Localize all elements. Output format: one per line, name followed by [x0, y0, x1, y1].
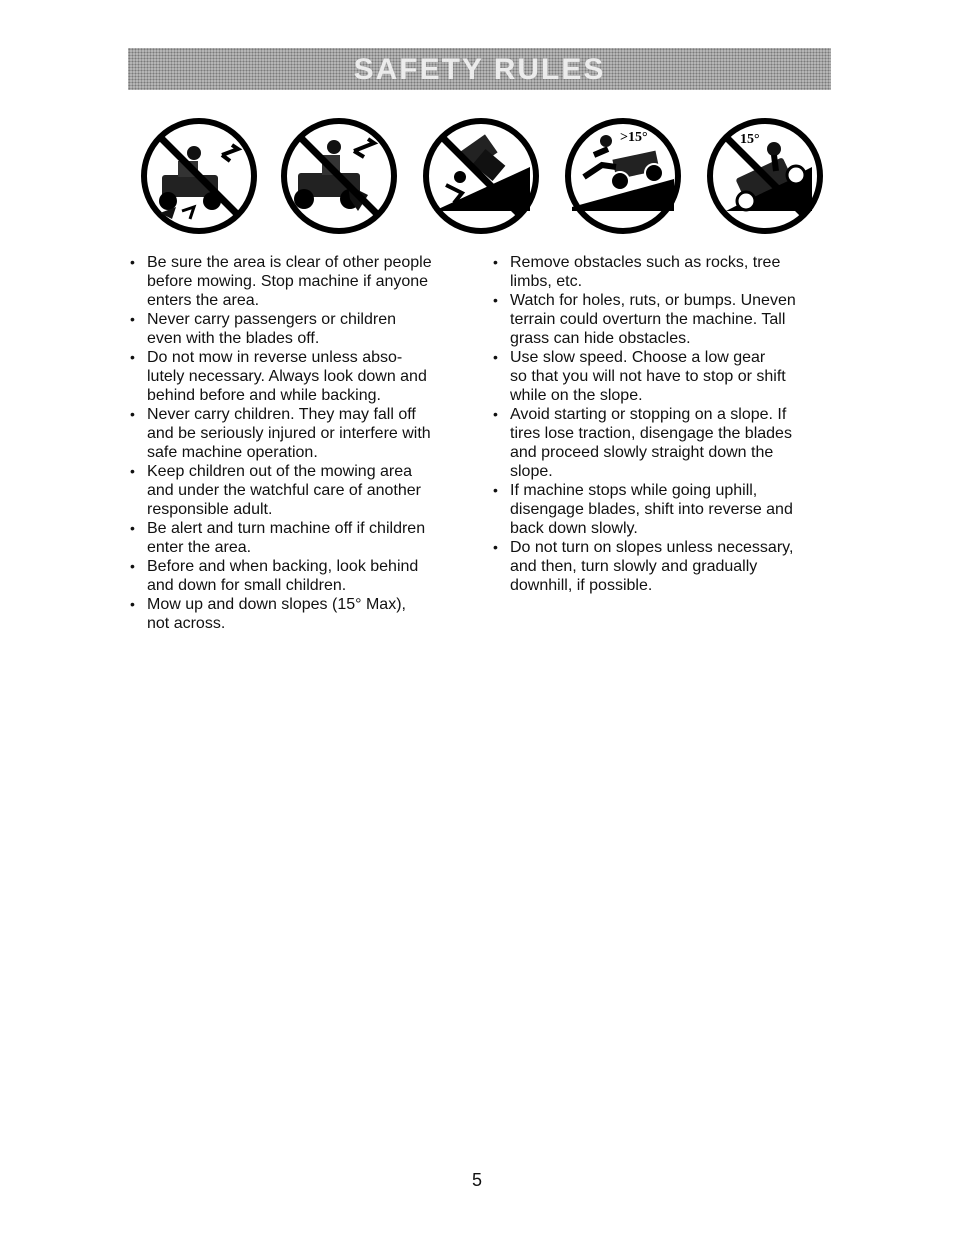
- list-item: • Mow up and down slopes (15° Max), not across.: [128, 595, 478, 633]
- list-item: • Be alert and turn machine off if children enter the area.: [128, 519, 478, 557]
- no-sideways-slope-icon: [704, 115, 826, 237]
- mower-overturn-icon: [420, 115, 542, 237]
- safety-icons-row: [138, 115, 830, 243]
- safety-rules-banner: [128, 48, 831, 90]
- list-item: • Avoid starting or stopping on a slope. If tires lose traction, disengage the blades and proceed slowly straight down the slope.: [491, 405, 841, 481]
- list-item: • If machine stops while going uphill, disengage blades, shift into reverse and back down slowly.: [491, 481, 841, 538]
- list-item: • Remove obstacles such as rocks, tree limbs, etc.: [491, 253, 841, 291]
- no-passengers-icon: [278, 115, 400, 237]
- slope-over-15-icon: [562, 115, 684, 237]
- list-item: • Use slow speed. Choose a low gear so that you will not have to stop or shift while on the slope.: [491, 348, 841, 405]
- list-item: • Do not turn on slopes unless necessary, and then, turn slowly and gradually downhill, if possible.: [491, 538, 841, 595]
- list-item: • Keep children out of the mowing area and under the watchful care of another responsible adult.: [128, 462, 478, 519]
- left-rules-column: [128, 253, 478, 633]
- page-number: 5: [471, 1170, 482, 1190]
- list-item: • Before and when backing, look behind and down for small children.: [128, 557, 478, 595]
- no-children-near-mower-icon: [138, 115, 260, 237]
- list-item: • Do not mow in reverse unless abso- lutely necessary. Always look down and behind before and while backing.: [128, 348, 478, 405]
- slope-angle-label: 15°: [740, 132, 760, 147]
- list-item: • Be sure the area is clear of other people before mowing. Stop machine if anyone enters the area.: [128, 253, 478, 310]
- slope-angle-label: >15°: [620, 130, 648, 145]
- list-item: • Watch for holes, ruts, or bumps. Uneven terrain could overturn the machine. Tall grass can hide obstacles.: [491, 291, 841, 348]
- page-title: SAFETY RULES: [353, 53, 606, 86]
- list-item: • Never carry passengers or children even with the blades off.: [128, 310, 478, 348]
- list-item: • Never carry children. They may fall off and be seriously injured or interfere with safe machine operation.: [128, 405, 478, 462]
- right-rules-column: [491, 253, 841, 595]
